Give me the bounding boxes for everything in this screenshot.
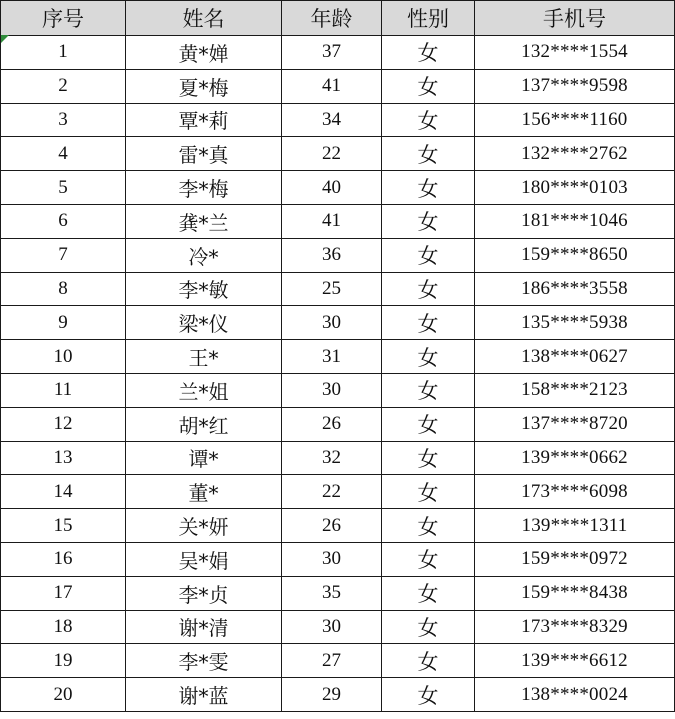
cell-phone[interactable]: 159****8438 bbox=[475, 576, 675, 610]
cell-gender[interactable]: 女 bbox=[382, 272, 475, 306]
cell-index[interactable]: 18 bbox=[1, 610, 126, 644]
cell-name[interactable]: 兰*姐 bbox=[126, 373, 282, 407]
table-row bbox=[1, 576, 675, 610]
cell-index[interactable]: 6 bbox=[1, 204, 126, 238]
cell-gender[interactable]: 女 bbox=[382, 171, 475, 205]
table-row bbox=[1, 272, 675, 306]
cell-age[interactable]: 32 bbox=[282, 441, 382, 475]
table-row bbox=[1, 36, 675, 70]
cell-gender[interactable]: 女 bbox=[382, 137, 475, 171]
cell-age[interactable]: 37 bbox=[282, 36, 382, 70]
cell-name[interactable]: 吴*娟 bbox=[126, 542, 282, 576]
cell-name[interactable]: 王* bbox=[126, 340, 282, 374]
cell-index[interactable]: 19 bbox=[1, 644, 126, 678]
cell-name[interactable]: 夏*梅 bbox=[126, 69, 282, 103]
cell-phone[interactable]: 132****2762 bbox=[475, 137, 675, 171]
cell-index[interactable]: 10 bbox=[1, 340, 126, 374]
cell-age[interactable]: 35 bbox=[282, 576, 382, 610]
cell-phone[interactable]: 159****8650 bbox=[475, 238, 675, 272]
cell-age[interactable]: 29 bbox=[282, 678, 382, 712]
table-row bbox=[1, 238, 675, 272]
cell-phone[interactable]: 180****0103 bbox=[475, 171, 675, 205]
cell-index[interactable]: 5 bbox=[1, 171, 126, 205]
cell-index[interactable]: 14 bbox=[1, 475, 126, 509]
cell-phone[interactable]: 138****0627 bbox=[475, 340, 675, 374]
column-header-name[interactable]: 姓名 bbox=[126, 1, 282, 36]
cell-index[interactable]: 12 bbox=[1, 407, 126, 441]
cell-name[interactable]: 谢*清 bbox=[126, 610, 282, 644]
cell-age[interactable]: 36 bbox=[282, 238, 382, 272]
cell-index[interactable]: 11 bbox=[1, 373, 126, 407]
cell-phone[interactable]: 138****0024 bbox=[475, 678, 675, 712]
table-row bbox=[1, 204, 675, 238]
cell-name[interactable]: 关*妍 bbox=[126, 509, 282, 543]
cell-gender[interactable]: 女 bbox=[382, 69, 475, 103]
cell-phone[interactable]: 173****8329 bbox=[475, 610, 675, 644]
table-row bbox=[1, 509, 675, 543]
cell-name[interactable]: 谭* bbox=[126, 441, 282, 475]
cell-age[interactable]: 27 bbox=[282, 644, 382, 678]
cell-phone[interactable]: 159****0972 bbox=[475, 542, 675, 576]
cell-name[interactable]: 黄*婵 bbox=[126, 36, 282, 70]
cell-age[interactable]: 30 bbox=[282, 542, 382, 576]
cell-gender[interactable]: 女 bbox=[382, 542, 475, 576]
header-row bbox=[1, 1, 675, 36]
cell-index[interactable]: 16 bbox=[1, 542, 126, 576]
cell-index[interactable]: 20 bbox=[1, 678, 126, 712]
cell-gender[interactable]: 女 bbox=[382, 576, 475, 610]
cell-phone[interactable]: 139****6612 bbox=[475, 644, 675, 678]
cell-age[interactable]: 31 bbox=[282, 340, 382, 374]
cell-index[interactable]: 2 bbox=[1, 69, 126, 103]
cell-name[interactable]: 李*贞 bbox=[126, 576, 282, 610]
cell-name[interactable]: 李*梅 bbox=[126, 171, 282, 205]
cell-phone[interactable]: 137****9598 bbox=[475, 69, 675, 103]
cell-index[interactable]: 7 bbox=[1, 238, 126, 272]
cell-name[interactable]: 覃*莉 bbox=[126, 103, 282, 137]
cell-index[interactable]: 15 bbox=[1, 509, 126, 543]
cell-age[interactable]: 26 bbox=[282, 509, 382, 543]
table-row bbox=[1, 542, 675, 576]
cell-gender[interactable]: 女 bbox=[382, 678, 475, 712]
cell-gender[interactable]: 女 bbox=[382, 407, 475, 441]
cell-phone[interactable]: 139****1311 bbox=[475, 509, 675, 543]
table-row bbox=[1, 69, 675, 103]
cell-gender[interactable]: 女 bbox=[382, 441, 475, 475]
cell-phone[interactable]: 137****8720 bbox=[475, 407, 675, 441]
cell-gender[interactable]: 女 bbox=[382, 509, 475, 543]
cell-gender[interactable]: 女 bbox=[382, 373, 475, 407]
table-row bbox=[1, 475, 675, 509]
cell-phone[interactable]: 173****6098 bbox=[475, 475, 675, 509]
table-row bbox=[1, 610, 675, 644]
cell-gender[interactable]: 女 bbox=[382, 36, 475, 70]
cell-phone[interactable]: 135****5938 bbox=[475, 306, 675, 340]
cell-name[interactable]: 龚*兰 bbox=[126, 204, 282, 238]
cell-indicator-triangle bbox=[1, 35, 9, 43]
cell-index[interactable]: 4 bbox=[1, 137, 126, 171]
table-row bbox=[1, 340, 675, 374]
cell-age[interactable]: 41 bbox=[282, 69, 382, 103]
cell-age[interactable]: 22 bbox=[282, 475, 382, 509]
cell-name[interactable]: 董* bbox=[126, 475, 282, 509]
cell-gender[interactable]: 女 bbox=[382, 610, 475, 644]
cell-gender[interactable]: 女 bbox=[382, 238, 475, 272]
cell-age[interactable]: 22 bbox=[282, 137, 382, 171]
cell-index[interactable]: 9 bbox=[1, 306, 126, 340]
cell-name[interactable]: 李*雯 bbox=[126, 644, 282, 678]
cell-index[interactable]: 8 bbox=[1, 272, 126, 306]
column-header-gender[interactable]: 性别 bbox=[382, 1, 475, 36]
cell-name[interactable]: 冷* bbox=[126, 238, 282, 272]
cell-phone[interactable]: 158****2123 bbox=[475, 373, 675, 407]
cell-name[interactable]: 谢*蓝 bbox=[126, 678, 282, 712]
table-row bbox=[1, 373, 675, 407]
column-header-index[interactable]: 序号 bbox=[1, 1, 126, 36]
cell-index[interactable]: 13 bbox=[1, 441, 126, 475]
table-row bbox=[1, 306, 675, 340]
table-row bbox=[1, 441, 675, 475]
cell-age[interactable]: 30 bbox=[282, 610, 382, 644]
table-row bbox=[1, 103, 675, 137]
cell-age[interactable]: 30 bbox=[282, 306, 382, 340]
table-row bbox=[1, 644, 675, 678]
cell-age[interactable]: 34 bbox=[282, 103, 382, 137]
cell-age[interactable]: 26 bbox=[282, 407, 382, 441]
cell-age[interactable]: 25 bbox=[282, 272, 382, 306]
cell-gender[interactable]: 女 bbox=[382, 340, 475, 374]
cell-name[interactable]: 雷*真 bbox=[126, 137, 282, 171]
cell-age[interactable]: 30 bbox=[282, 373, 382, 407]
cell-gender[interactable]: 女 bbox=[382, 204, 475, 238]
cell-phone[interactable]: 132****1554 bbox=[475, 36, 675, 70]
cell-phone[interactable]: 156****1160 bbox=[475, 103, 675, 137]
table-row bbox=[1, 407, 675, 441]
cell-age[interactable]: 40 bbox=[282, 171, 382, 205]
cell-phone[interactable]: 186****3558 bbox=[475, 272, 675, 306]
cell-index[interactable]: 1 bbox=[1, 36, 126, 70]
table-row bbox=[1, 678, 675, 712]
cell-gender[interactable]: 女 bbox=[382, 644, 475, 678]
cell-name[interactable]: 胡*红 bbox=[126, 407, 282, 441]
cell-name[interactable]: 李*敏 bbox=[126, 272, 282, 306]
table-row bbox=[1, 137, 675, 171]
cell-age[interactable]: 41 bbox=[282, 204, 382, 238]
column-header-phone[interactable]: 手机号 bbox=[475, 1, 675, 36]
cell-gender[interactable]: 女 bbox=[382, 306, 475, 340]
cell-name[interactable]: 梁*仪 bbox=[126, 306, 282, 340]
table-body bbox=[1, 36, 675, 712]
cell-gender[interactable]: 女 bbox=[382, 475, 475, 509]
column-header-age[interactable]: 年龄 bbox=[282, 1, 382, 36]
cell-gender[interactable]: 女 bbox=[382, 103, 475, 137]
cell-phone[interactable]: 181****1046 bbox=[475, 204, 675, 238]
table-row bbox=[1, 171, 675, 205]
cell-index[interactable]: 17 bbox=[1, 576, 126, 610]
cell-phone[interactable]: 139****0662 bbox=[475, 441, 675, 475]
cell-index[interactable]: 3 bbox=[1, 103, 126, 137]
